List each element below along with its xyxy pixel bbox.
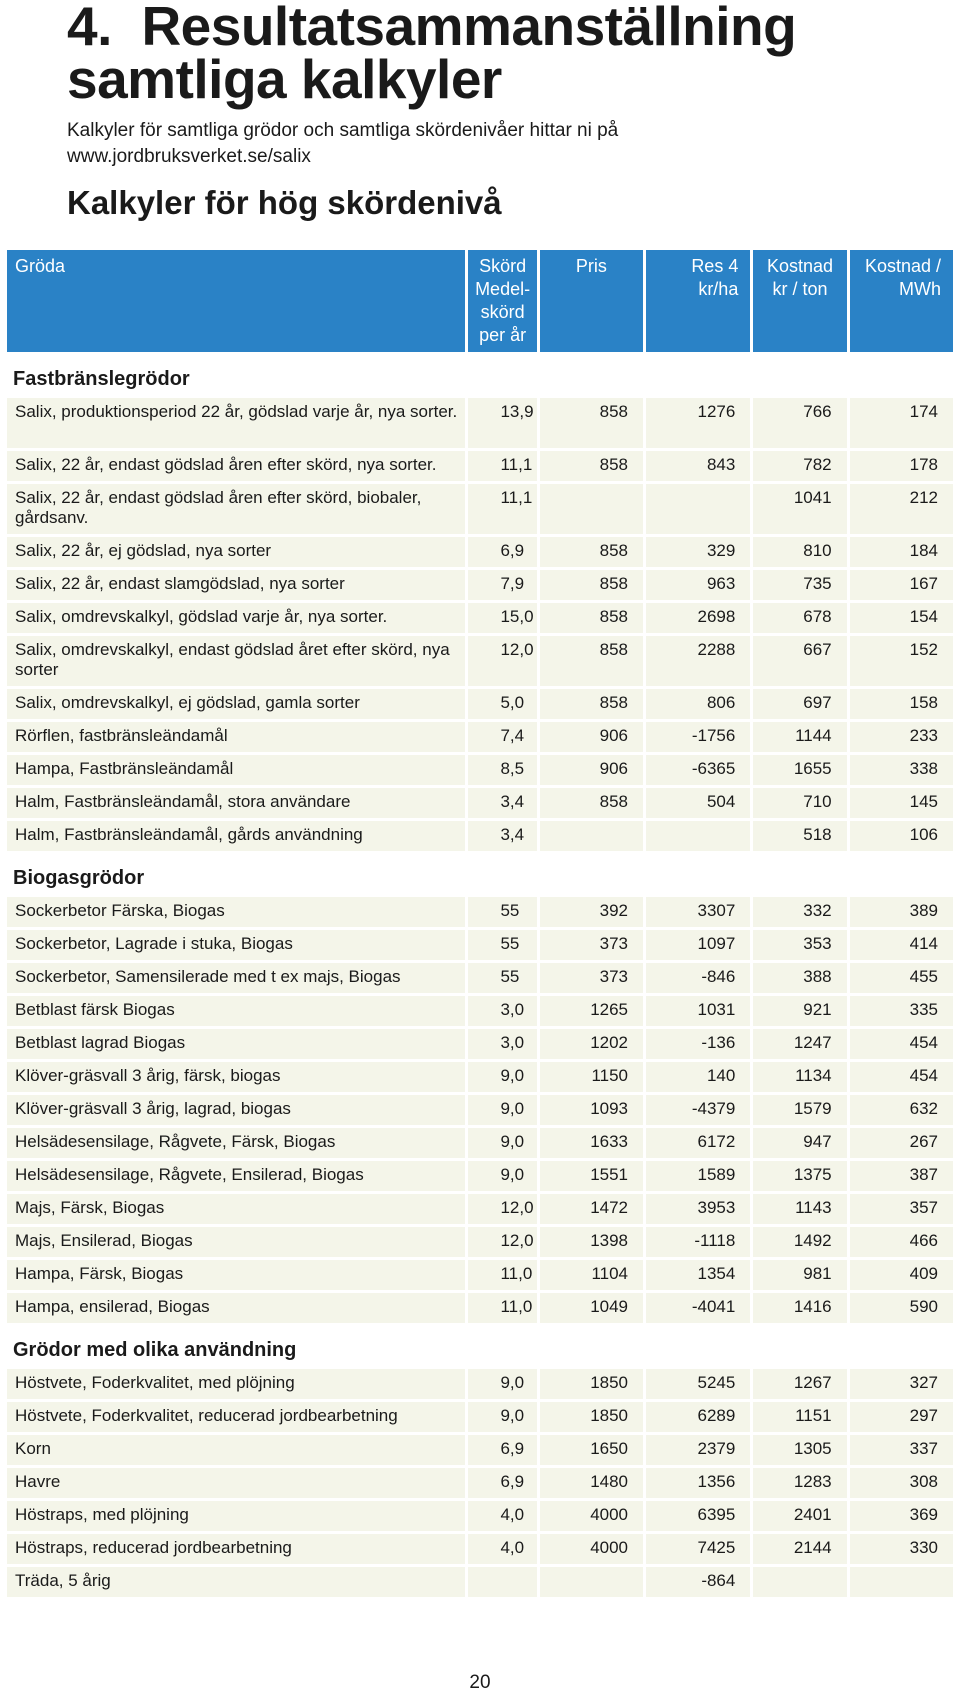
cell-cost-mwh: 212 bbox=[850, 484, 953, 534]
header-crop: Gröda bbox=[7, 250, 465, 352]
cell-price: 4000 bbox=[540, 1534, 643, 1564]
cell-yield: 4,0 bbox=[468, 1501, 536, 1531]
cell-yield: 55 bbox=[468, 897, 536, 927]
table-row bbox=[7, 1534, 953, 1564]
cell-cost-ton: 735 bbox=[753, 570, 846, 600]
cell-res: 7425 bbox=[646, 1534, 750, 1564]
table-row bbox=[7, 1128, 953, 1158]
header-yield: Skörd Medel- skörd per år bbox=[468, 250, 536, 352]
cell-yield: 11,1 bbox=[468, 484, 536, 534]
cell-res: -1118 bbox=[646, 1227, 750, 1257]
cell-cost-ton: 766 bbox=[753, 398, 846, 448]
cell-cost-ton: 1143 bbox=[753, 1194, 846, 1224]
cell-crop-name: Salix, 22 år, endast gödslad åren efter skörd, biobaler, gårdsanv. bbox=[7, 484, 465, 534]
cell-cost-ton: 1247 bbox=[753, 1029, 846, 1059]
cell-crop-name: Sockerbetor, Samensilerade med t ex majs, Biogas bbox=[7, 963, 465, 993]
table-row bbox=[7, 484, 953, 534]
cell-cost-ton: 810 bbox=[753, 537, 846, 567]
cell-cost-ton: 1375 bbox=[753, 1161, 846, 1191]
cell-price: 1850 bbox=[540, 1402, 643, 1432]
cell-yield: 9,0 bbox=[468, 1402, 536, 1432]
cell-price: 858 bbox=[540, 689, 643, 719]
cell-cost-ton: 1655 bbox=[753, 755, 846, 785]
cell-price: 1202 bbox=[540, 1029, 643, 1059]
cell-crop-name: Hampa, Fastbränsleändamål bbox=[7, 755, 465, 785]
cell-res: 6395 bbox=[646, 1501, 750, 1531]
cell-res: 3953 bbox=[646, 1194, 750, 1224]
cell-crop-name: Sockerbetor, Lagrade i stuka, Biogas bbox=[7, 930, 465, 960]
title-line-1: Resultatsammanställning bbox=[141, 0, 797, 57]
cell-cost-ton: 1041 bbox=[753, 484, 846, 534]
cell-price: 1472 bbox=[540, 1194, 643, 1224]
cell-res bbox=[646, 484, 750, 534]
table-row bbox=[7, 963, 953, 993]
cell-cost-ton: 947 bbox=[753, 1128, 846, 1158]
header-cost-ton: Kostnad kr / ton bbox=[753, 250, 846, 352]
cell-cost-mwh: 178 bbox=[850, 451, 953, 481]
header-price: Pris bbox=[540, 250, 643, 352]
group-title: Grödor med olika användning bbox=[7, 1326, 953, 1366]
cell-yield: 3,0 bbox=[468, 996, 536, 1026]
section-title: Kalkyler för hög skördenivå bbox=[67, 184, 502, 221]
cell-res: -4041 bbox=[646, 1293, 750, 1323]
cell-price bbox=[540, 1567, 643, 1597]
table-row bbox=[7, 996, 953, 1026]
table-row bbox=[7, 636, 953, 686]
group-header-row bbox=[7, 1326, 953, 1366]
table-row bbox=[7, 1227, 953, 1257]
cell-price: 1551 bbox=[540, 1161, 643, 1191]
cell-cost-mwh: 414 bbox=[850, 930, 953, 960]
lead-text bbox=[67, 118, 947, 170]
cell-price: 906 bbox=[540, 755, 643, 785]
cell-cost-mwh: 297 bbox=[850, 1402, 953, 1432]
cell-cost-ton: 667 bbox=[753, 636, 846, 686]
cell-price: 858 bbox=[540, 636, 643, 686]
cell-yield: 15,0 bbox=[468, 603, 536, 633]
cell-yield: 9,0 bbox=[468, 1062, 536, 1092]
cell-price: 373 bbox=[540, 963, 643, 993]
cell-res bbox=[646, 821, 750, 851]
table-row bbox=[7, 1260, 953, 1290]
cell-price: 1104 bbox=[540, 1260, 643, 1290]
cell-crop-name: Majs, Ensilerad, Biogas bbox=[7, 1227, 465, 1257]
cell-yield: 6,9 bbox=[468, 1435, 536, 1465]
cell-crop-name: Salix, omdrevskalkyl, ej gödslad, gamla sorter bbox=[7, 689, 465, 719]
cell-yield: 12,0 bbox=[468, 1194, 536, 1224]
cell-crop-name: Helsädesensilage, Rågvete, Färsk, Biogas bbox=[7, 1128, 465, 1158]
cell-yield: 55 bbox=[468, 963, 536, 993]
cell-cost-ton: 710 bbox=[753, 788, 846, 818]
cell-res: 6289 bbox=[646, 1402, 750, 1432]
page-title bbox=[67, 0, 947, 110]
cell-yield: 9,0 bbox=[468, 1095, 536, 1125]
cell-cost-mwh: 337 bbox=[850, 1435, 953, 1465]
cell-res: 963 bbox=[646, 570, 750, 600]
cell-res: 6172 bbox=[646, 1128, 750, 1158]
cell-crop-name: Havre bbox=[7, 1468, 465, 1498]
table-row bbox=[7, 1501, 953, 1531]
table-row bbox=[7, 1567, 953, 1597]
cell-yield: 6,9 bbox=[468, 537, 536, 567]
table-row bbox=[7, 537, 953, 567]
cell-price: 858 bbox=[540, 570, 643, 600]
cell-res: -846 bbox=[646, 963, 750, 993]
table-row bbox=[7, 930, 953, 960]
table-row bbox=[7, 451, 953, 481]
cell-cost-ton: 2144 bbox=[753, 1534, 846, 1564]
page-heading bbox=[67, 0, 947, 170]
cell-price: 858 bbox=[540, 537, 643, 567]
table-row bbox=[7, 1194, 953, 1224]
cell-cost-mwh: 167 bbox=[850, 570, 953, 600]
cell-crop-name: Salix, produktionsperiod 22 år, gödslad varje år, nya sorter. bbox=[7, 398, 465, 448]
cell-res: 2379 bbox=[646, 1435, 750, 1465]
cell-cost-ton: 332 bbox=[753, 897, 846, 927]
cell-cost-mwh: 387 bbox=[850, 1161, 953, 1191]
table-row bbox=[7, 1369, 953, 1399]
cell-crop-name: Salix, 22 år, ej gödslad, nya sorter bbox=[7, 537, 465, 567]
cell-cost-mwh: 158 bbox=[850, 689, 953, 719]
cell-cost-mwh: 389 bbox=[850, 897, 953, 927]
cell-price: 4000 bbox=[540, 1501, 643, 1531]
cell-price: 1633 bbox=[540, 1128, 643, 1158]
group-header-row bbox=[7, 355, 953, 395]
cell-cost-mwh: 308 bbox=[850, 1468, 953, 1498]
cell-res: 1031 bbox=[646, 996, 750, 1026]
table-row bbox=[7, 1161, 953, 1191]
cell-cost-ton: 697 bbox=[753, 689, 846, 719]
cell-cost-ton: 518 bbox=[753, 821, 846, 851]
cell-cost-ton: 353 bbox=[753, 930, 846, 960]
cell-cost-mwh: 338 bbox=[850, 755, 953, 785]
cell-price: 373 bbox=[540, 930, 643, 960]
cell-price: 906 bbox=[540, 722, 643, 752]
cell-crop-name: Höstraps, med plöjning bbox=[7, 1501, 465, 1531]
cell-cost-ton: 1134 bbox=[753, 1062, 846, 1092]
cell-yield: 8,5 bbox=[468, 755, 536, 785]
cell-res: 140 bbox=[646, 1062, 750, 1092]
cell-res: -6365 bbox=[646, 755, 750, 785]
table-row bbox=[7, 722, 953, 752]
cell-yield: 5,0 bbox=[468, 689, 536, 719]
cell-res: -136 bbox=[646, 1029, 750, 1059]
cell-crop-name: Klöver-gräsvall 3 årig, lagrad, biogas bbox=[7, 1095, 465, 1125]
cell-crop-name: Hampa, ensilerad, Biogas bbox=[7, 1293, 465, 1323]
cell-res: 843 bbox=[646, 451, 750, 481]
cell-cost-mwh: 106 bbox=[850, 821, 953, 851]
cell-price: 1049 bbox=[540, 1293, 643, 1323]
table-row bbox=[7, 1435, 953, 1465]
cell-cost-mwh: 335 bbox=[850, 996, 953, 1026]
cell-yield: 9,0 bbox=[468, 1128, 536, 1158]
cell-yield: 6,9 bbox=[468, 1468, 536, 1498]
cell-yield: 11,0 bbox=[468, 1260, 536, 1290]
cell-price: 858 bbox=[540, 603, 643, 633]
cell-price: 1398 bbox=[540, 1227, 643, 1257]
table-row bbox=[7, 603, 953, 633]
cell-crop-name: Höstvete, Foderkvalitet, med plöjning bbox=[7, 1369, 465, 1399]
title-line-2: samtliga kalkyler bbox=[67, 48, 502, 110]
cell-cost-mwh: 454 bbox=[850, 1029, 953, 1059]
cell-yield: 3,4 bbox=[468, 788, 536, 818]
cell-cost-ton: 1416 bbox=[753, 1293, 846, 1323]
cell-crop-name: Salix, omdrevskalkyl, gödslad varje år, nya sorter. bbox=[7, 603, 465, 633]
cell-cost-mwh: 152 bbox=[850, 636, 953, 686]
cell-cost-ton: 1579 bbox=[753, 1095, 846, 1125]
group-header-row bbox=[7, 854, 953, 894]
cell-cost-ton: 1283 bbox=[753, 1468, 846, 1498]
cell-crop-name: Salix, 22 år, endast gödslad åren efter skörd, nya sorter. bbox=[7, 451, 465, 481]
cell-yield: 4,0 bbox=[468, 1534, 536, 1564]
cell-cost-ton: 981 bbox=[753, 1260, 846, 1290]
chapter-number: 4. bbox=[67, 0, 112, 57]
table-header-row bbox=[7, 250, 953, 352]
table-row bbox=[7, 689, 953, 719]
cell-cost-mwh: 267 bbox=[850, 1128, 953, 1158]
cell-crop-name: Höstvete, Foderkvalitet, reducerad jordbearbetning bbox=[7, 1402, 465, 1432]
cell-crop-name: Hampa, Färsk, Biogas bbox=[7, 1260, 465, 1290]
cell-cost-ton: 782 bbox=[753, 451, 846, 481]
table-row bbox=[7, 788, 953, 818]
cell-yield: 9,0 bbox=[468, 1161, 536, 1191]
cell-cost-mwh: 154 bbox=[850, 603, 953, 633]
cell-price: 858 bbox=[540, 788, 643, 818]
table-row bbox=[7, 1293, 953, 1323]
header-cost-mwh: Kostnad / MWh bbox=[850, 250, 953, 352]
cell-crop-name: Salix, 22 år, endast slamgödslad, nya sorter bbox=[7, 570, 465, 600]
cell-yield: 12,0 bbox=[468, 1227, 536, 1257]
cell-res: -864 bbox=[646, 1567, 750, 1597]
cell-res: 2288 bbox=[646, 636, 750, 686]
cell-yield: 11,1 bbox=[468, 451, 536, 481]
cell-cost-mwh: 330 bbox=[850, 1534, 953, 1564]
cell-crop-name: Sockerbetor Färska, Biogas bbox=[7, 897, 465, 927]
cell-res: 2698 bbox=[646, 603, 750, 633]
table-body bbox=[7, 355, 953, 1597]
page-number: 20 bbox=[469, 1672, 491, 1693]
cell-crop-name: Klöver-gräsvall 3 årig, färsk, biogas bbox=[7, 1062, 465, 1092]
table-row bbox=[7, 1402, 953, 1432]
cell-cost-ton: 388 bbox=[753, 963, 846, 993]
cell-res: 504 bbox=[646, 788, 750, 818]
cell-cost-ton: 1305 bbox=[753, 1435, 846, 1465]
cell-cost-mwh: 454 bbox=[850, 1062, 953, 1092]
cell-res: 806 bbox=[646, 689, 750, 719]
cell-cost-mwh: 357 bbox=[850, 1194, 953, 1224]
cell-crop-name: Höstraps, reducerad jordbearbetning bbox=[7, 1534, 465, 1564]
cell-res: -4379 bbox=[646, 1095, 750, 1125]
cell-price: 858 bbox=[540, 451, 643, 481]
cell-cost-mwh: 145 bbox=[850, 788, 953, 818]
cell-price: 1650 bbox=[540, 1435, 643, 1465]
cell-crop-name: Rörflen, fastbränsleändamål bbox=[7, 722, 465, 752]
cell-res: 1276 bbox=[646, 398, 750, 448]
cell-yield: 7,9 bbox=[468, 570, 536, 600]
table-row bbox=[7, 1468, 953, 1498]
table-row bbox=[7, 897, 953, 927]
cell-price: 858 bbox=[540, 398, 643, 448]
cell-res: 1097 bbox=[646, 930, 750, 960]
table-row bbox=[7, 821, 953, 851]
cell-cost-ton: 1151 bbox=[753, 1402, 846, 1432]
cell-crop-name: Träda, 5 årig bbox=[7, 1567, 465, 1597]
table-row bbox=[7, 755, 953, 785]
cell-crop-name: Betblast färsk Biogas bbox=[7, 996, 465, 1026]
cell-crop-name: Majs, Färsk, Biogas bbox=[7, 1194, 465, 1224]
cell-crop-name: Salix, omdrevskalkyl, endast gödslad året efter skörd, nya sorter bbox=[7, 636, 465, 686]
cell-cost-mwh: 327 bbox=[850, 1369, 953, 1399]
cell-res: 5245 bbox=[646, 1369, 750, 1399]
cell-crop-name: Halm, Fastbränsleändamål, stora användare bbox=[7, 788, 465, 818]
cell-price: 392 bbox=[540, 897, 643, 927]
cell-cost-mwh: 632 bbox=[850, 1095, 953, 1125]
group-title: Biogasgrödor bbox=[7, 854, 953, 894]
cell-cost-mwh: 455 bbox=[850, 963, 953, 993]
cell-yield: 7,4 bbox=[468, 722, 536, 752]
cell-crop-name: Betblast lagrad Biogas bbox=[7, 1029, 465, 1059]
cell-yield: 9,0 bbox=[468, 1369, 536, 1399]
cell-price: 1150 bbox=[540, 1062, 643, 1092]
cell-res: 3307 bbox=[646, 897, 750, 927]
cell-cost-mwh: 184 bbox=[850, 537, 953, 567]
cell-res: -1756 bbox=[646, 722, 750, 752]
cell-cost-mwh bbox=[850, 1567, 953, 1597]
cell-cost-mwh: 369 bbox=[850, 1501, 953, 1531]
cell-price: 1093 bbox=[540, 1095, 643, 1125]
cell-cost-mwh: 409 bbox=[850, 1260, 953, 1290]
header-res: Res 4 kr/ha bbox=[646, 250, 750, 352]
table-row bbox=[7, 1062, 953, 1092]
cell-cost-mwh: 590 bbox=[850, 1293, 953, 1323]
cell-cost-ton: 921 bbox=[753, 996, 846, 1026]
cell-yield: 12,0 bbox=[468, 636, 536, 686]
cell-yield: 3,0 bbox=[468, 1029, 536, 1059]
cell-yield: 13,9 bbox=[468, 398, 536, 448]
cell-price: 1480 bbox=[540, 1468, 643, 1498]
table-row bbox=[7, 1029, 953, 1059]
cell-cost-ton: 1492 bbox=[753, 1227, 846, 1257]
cell-res: 1354 bbox=[646, 1260, 750, 1290]
cell-yield: 55 bbox=[468, 930, 536, 960]
cell-yield: 3,4 bbox=[468, 821, 536, 851]
cell-yield: 11,0 bbox=[468, 1293, 536, 1323]
cell-cost-ton bbox=[753, 1567, 846, 1597]
cell-cost-ton: 1267 bbox=[753, 1369, 846, 1399]
results-table bbox=[4, 247, 956, 1600]
cell-yield bbox=[468, 1567, 536, 1597]
cell-res: 1589 bbox=[646, 1161, 750, 1191]
cell-crop-name: Helsädesensilage, Rågvete, Ensilerad, Biogas bbox=[7, 1161, 465, 1191]
cell-cost-mwh: 233 bbox=[850, 722, 953, 752]
cell-res: 329 bbox=[646, 537, 750, 567]
cell-res: 1356 bbox=[646, 1468, 750, 1498]
cell-cost-ton: 678 bbox=[753, 603, 846, 633]
cell-price: 1265 bbox=[540, 996, 643, 1026]
lead-link[interactable]: www.jordbruksverket.se/salix bbox=[67, 146, 311, 167]
table-row bbox=[7, 398, 953, 448]
cell-price bbox=[540, 821, 643, 851]
cell-cost-ton: 2401 bbox=[753, 1501, 846, 1531]
cell-crop-name: Korn bbox=[7, 1435, 465, 1465]
lead-line-1: Kalkyler för samtliga grödor och samtliga skördenivåer hittar ni på bbox=[67, 120, 619, 141]
cell-cost-mwh: 174 bbox=[850, 398, 953, 448]
cell-cost-ton: 1144 bbox=[753, 722, 846, 752]
table-row bbox=[7, 1095, 953, 1125]
cell-cost-mwh: 466 bbox=[850, 1227, 953, 1257]
group-title: Fastbränslegrödor bbox=[7, 355, 953, 395]
cell-crop-name: Halm, Fastbränsleändamål, gårds användning bbox=[7, 821, 465, 851]
cell-price bbox=[540, 484, 643, 534]
cell-price: 1850 bbox=[540, 1369, 643, 1399]
table-row bbox=[7, 570, 953, 600]
